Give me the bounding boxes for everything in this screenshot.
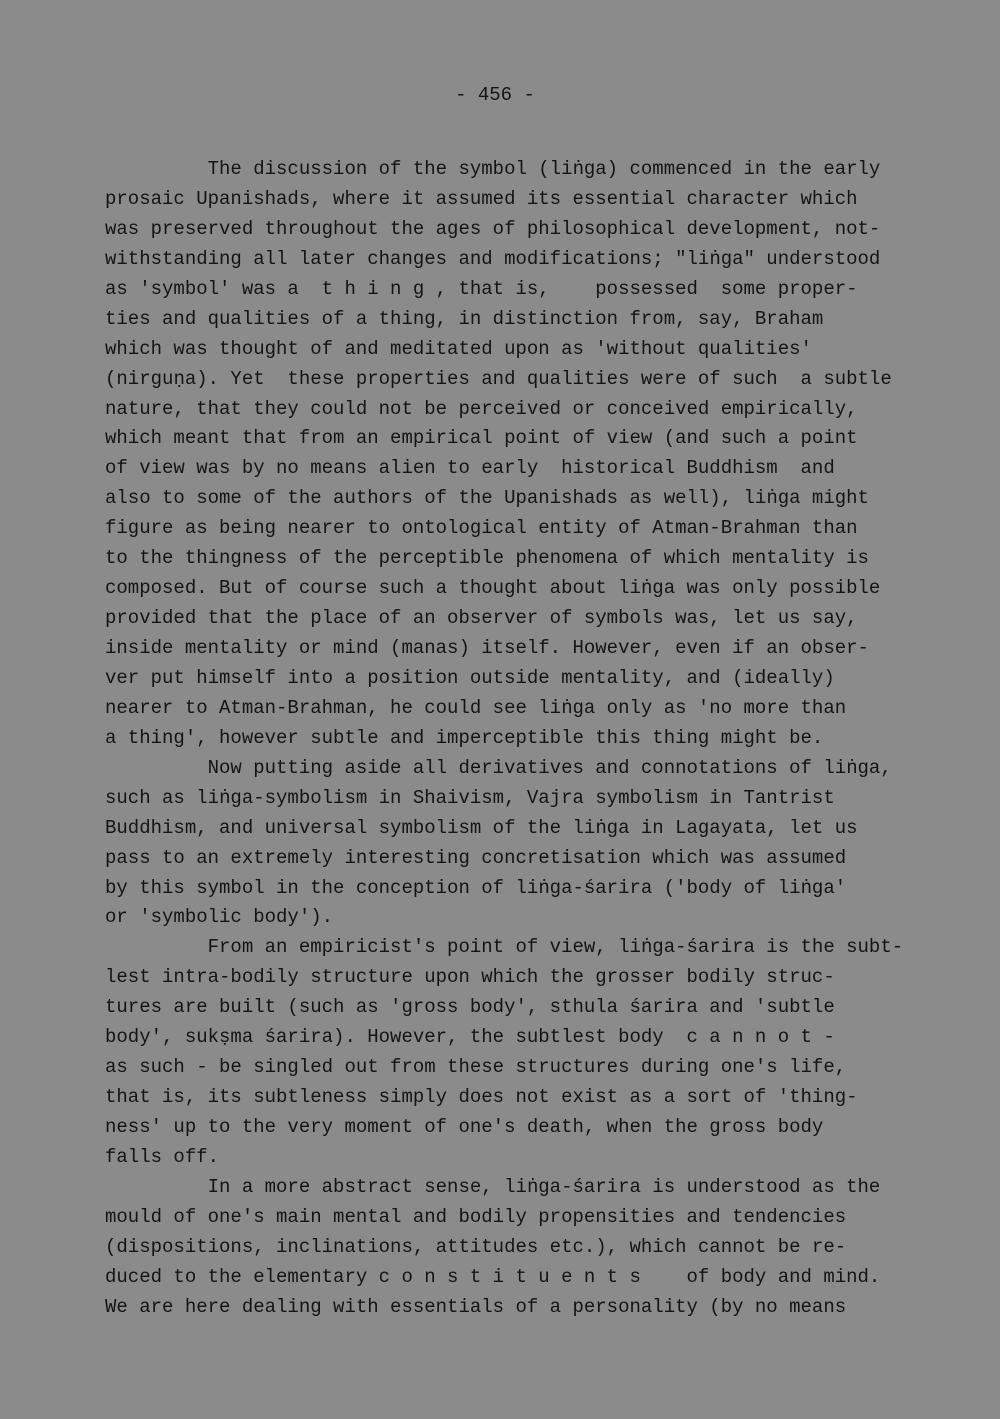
text-line: mould of one's main mental and bodily propensities and tendencies: [105, 1205, 847, 1228]
text-line: pass to an extremely interesting concretisation which was assumed: [105, 846, 847, 869]
text-line: composed. But of course such a thought about liṅga was only possible: [105, 577, 881, 600]
text-line: was preserved throughout the ages of philosophical development, not-: [105, 217, 881, 240]
text-line: (dispositions, inclinations, attitudes etc.), which cannot be re-: [105, 1235, 847, 1258]
text-line: figure as being nearer to ontological entity of Atman-Brahman than: [105, 517, 858, 540]
text-line: as 'symbol' was a t h i n g , that is, possessed some proper-: [105, 277, 858, 300]
text-line: ver put himself into a position outside mentality, and (ideally): [105, 666, 835, 689]
text-line: (nirguṇa). Yet these properties and qualities were of such a subtle: [105, 367, 892, 390]
text-line: to the thingness of the perceptible phenomena of which mentality is: [105, 547, 869, 570]
page-number: - 456 -: [455, 84, 535, 106]
text-line: In a more abstract sense, liṅga-śarira is understood as the: [105, 1175, 881, 1198]
text-line: nearer to Atman-Brahman, he could see liṅga only as 'no more than: [105, 696, 847, 719]
text-line: Buddhism, and universal symbolism of the liṅga in Lagayata, let us: [105, 816, 858, 839]
text-line: The discussion of the symbol (liṅga) commenced in the early: [105, 158, 881, 180]
text-line: or 'symbolic body').: [105, 906, 334, 929]
text-line: as such - be singled out from these structures during one's life,: [105, 1056, 847, 1079]
text-line: From an empiricist's point of view, liṅga-śarira is the subt-: [105, 936, 904, 959]
text-line: a thing', however subtle and imperceptible this thing might be.: [105, 726, 824, 749]
text-line: inside mentality or mind (manas) itself. However, even if an obser-: [105, 637, 869, 659]
text-line: duced to the elementary c o n s t i t u e n t s of body and mind.: [105, 1265, 881, 1288]
text-line: by this symbol in the conception of liṅga-śarira ('body of liṅga': [105, 876, 847, 899]
text-line: falls off.: [105, 1145, 220, 1168]
text-line: tures are built (such as 'gross body', sthula śarira and 'subtle: [105, 996, 835, 1019]
text-line: that is, its subtleness simply does not exist as a sort of 'thing-: [105, 1086, 858, 1109]
text-line: withstanding all later changes and modifications; "liṅga" understood: [105, 247, 881, 270]
text-line: body', sukṣma śarira). However, the subtlest body c a n n o t -: [105, 1026, 835, 1049]
text-line: ties and qualities of a thing, in distinction from, say, Braham: [105, 307, 824, 330]
text-line: lest intra-bodily structure upon which the grosser bodily struc-: [105, 966, 835, 989]
text-line: of view was by no means alien to early historical Buddhism and: [105, 457, 835, 480]
text-line: ness' up to the very moment of one's death, when the gross body: [105, 1116, 824, 1138]
text-line: which was thought of and meditated upon as 'without qualities': [105, 337, 812, 360]
text-line: such as liṅga-symbolism in Shaivism, Vajra symbolism in Tantrist: [105, 786, 835, 809]
body-text: [105, 155, 935, 1323]
text-line: We are here dealing with essentials of a personality (by no means: [105, 1295, 847, 1318]
text-line: Now putting aside all derivatives and connotations of liṅga,: [105, 756, 892, 779]
text-line: prosaic Upanishads, where it assumed its essential character which: [105, 187, 858, 210]
text-line: which meant that from an empirical point of view (and such a point: [105, 427, 858, 450]
text-line: provided that the place of an observer of symbols was, let us say,: [105, 607, 858, 630]
text-line: also to some of the authors of the Upanishads as well), liṅga might: [105, 487, 869, 510]
text-line: nature, that they could not be perceived or conceived empirically,: [105, 397, 858, 420]
